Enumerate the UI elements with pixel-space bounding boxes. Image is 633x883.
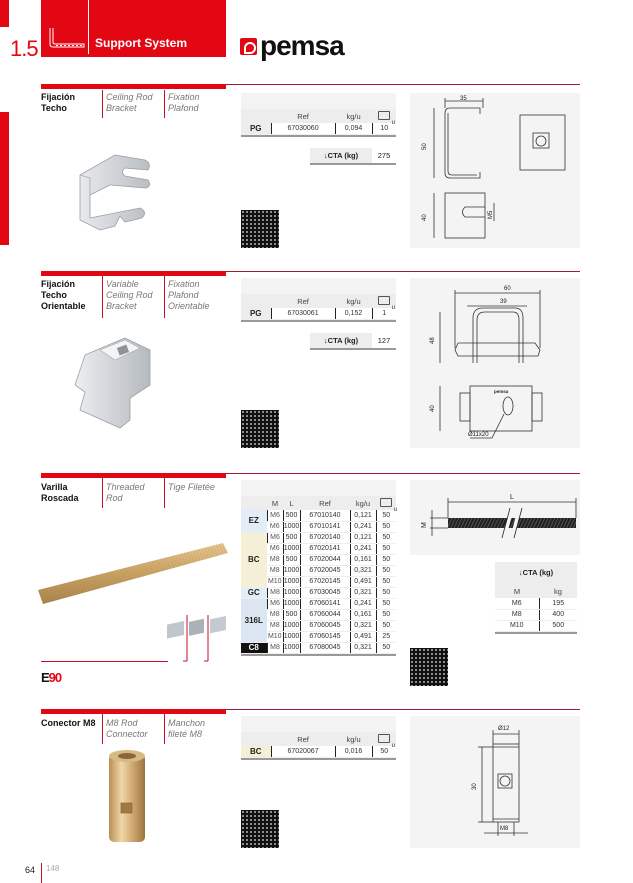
name-line: Tige Filetée [168, 482, 215, 492]
cta-m-cell: M6 [495, 598, 539, 609]
product-name-fr [168, 279, 210, 312]
kg-cell: 0,321 [350, 620, 376, 631]
threaded-rod-image [38, 538, 228, 613]
col-header-blank [241, 496, 267, 510]
product-name-fr [168, 92, 200, 114]
table-row [241, 587, 396, 598]
cta-label: ↓CTA (kg) [310, 148, 372, 164]
divider [41, 661, 168, 662]
l-cell: 500 [283, 609, 300, 620]
cta-m-cell: M10 [495, 620, 539, 631]
qr-code[interactable] [241, 410, 279, 448]
cta-table [310, 333, 396, 350]
kg-cell: 0,121 [350, 510, 376, 521]
col-header-qty [372, 109, 396, 123]
name-line: fileté M8 [168, 729, 203, 739]
col-header-qty [376, 496, 396, 510]
section-line [226, 84, 580, 85]
spec-table [241, 294, 396, 320]
support-rail-icon [48, 28, 86, 50]
finish-code: PG [241, 308, 271, 319]
table-bottom-rule [241, 135, 396, 137]
name-line: Threaded [106, 482, 145, 492]
dim-label: 40 [430, 405, 436, 412]
technical-drawing [410, 93, 580, 248]
m-cell: M10 [267, 578, 282, 585]
qty-cell: 10 [372, 123, 396, 134]
qty-cell: 50 [376, 642, 396, 653]
chapter-number: 1.5 [10, 36, 38, 61]
cta-kg-cell: 500 [539, 620, 577, 631]
cta-load-table [495, 584, 577, 632]
qty-cell: 50 [376, 565, 396, 576]
ref-cell: 67030045 [300, 587, 350, 598]
cta-label-text: CTA (kg) [522, 568, 554, 577]
m-cell: M6 [267, 521, 283, 532]
divider [102, 90, 103, 118]
kg-cell: 0,491 [350, 576, 376, 587]
table-row [241, 308, 396, 319]
table-row [241, 598, 396, 609]
m-cell: M6 [267, 532, 283, 543]
reference-page[interactable]: 148 [46, 864, 60, 873]
drawing-brand-label: pemsa [494, 389, 509, 394]
ceiling-bracket-image [70, 140, 160, 235]
table-row [241, 510, 396, 521]
qty-cell: 50 [376, 532, 396, 543]
finish-code: GC [241, 587, 267, 598]
section-bar [41, 709, 226, 714]
l-cell: 1000 [283, 622, 300, 629]
divider [102, 714, 103, 744]
table-top-band [241, 278, 396, 294]
table-bottom-rule [495, 632, 577, 634]
table-top-band [241, 480, 396, 496]
l-cell: 1000 [283, 644, 300, 651]
dim-label: M8 [500, 826, 509, 832]
finish-code: BC [241, 532, 267, 587]
l-cell: 500 [283, 510, 300, 521]
qty-cell: 50 [376, 609, 396, 620]
product-table [241, 278, 396, 322]
kg-cell: 0,321 [350, 642, 376, 653]
section-bar [41, 473, 226, 478]
col-header-ref: Ref [271, 294, 335, 308]
section-line [226, 709, 580, 710]
product-name-fr [168, 482, 215, 493]
name-line: Roscada [41, 493, 79, 503]
name-line: M8 Rod [106, 718, 138, 728]
finish-code: C8 [241, 642, 267, 653]
dim-label: 40 [422, 214, 428, 221]
dim-label: M5 [488, 210, 494, 219]
qty-cell: 50 [376, 620, 396, 631]
col-header-m: M [267, 496, 283, 510]
table-row [495, 598, 577, 609]
col-header-blank [241, 732, 271, 746]
col-header-ref: Ref [300, 496, 350, 510]
col-header-ref: Ref [271, 109, 335, 123]
col-header-l: L [283, 496, 300, 510]
ref-cell: 67020044 [300, 554, 350, 565]
l-cell: 1000 [283, 523, 300, 530]
section-title: Support System [95, 36, 188, 50]
table-row [241, 642, 396, 653]
col-header-m: M [495, 584, 539, 598]
table-bottom-rule [241, 654, 396, 656]
dim-label: Ø11x20 [468, 432, 489, 438]
m-cell: M8 [267, 620, 283, 631]
qr-code[interactable] [241, 810, 279, 848]
cta-label: ↓CTA (kg) [310, 333, 372, 349]
technical-drawing [410, 716, 580, 848]
name-line: Orientable [168, 301, 210, 311]
m-cell: M8 [267, 565, 283, 576]
product-table [241, 716, 396, 760]
qty-cell: 50 [376, 543, 396, 554]
name-line: Ceiling Rod [106, 290, 153, 300]
ref-cell: 67020045 [300, 565, 350, 576]
col-header-kg: kg [539, 584, 577, 598]
cta-m-cell: M8 [495, 609, 539, 620]
finish-code: BC [241, 746, 271, 757]
col-header-kg: kg/u [350, 496, 376, 510]
technical-drawing [410, 480, 580, 555]
dim-label: Ø12 [498, 726, 510, 732]
col-header-qty [372, 294, 396, 308]
cta-table [310, 148, 396, 165]
m-cell: M8 [267, 587, 283, 598]
name-line: Fijación [41, 279, 76, 289]
kg-cell: 0,121 [350, 532, 376, 543]
qty-cell: 50 [376, 510, 396, 521]
qty-cell: 50 [372, 746, 396, 757]
technical-drawing [410, 278, 580, 448]
ref-cell: 67020140 [300, 532, 350, 543]
ref-cell: 67060044 [300, 609, 350, 620]
qty-cell: 1 [372, 308, 396, 319]
ref-cell: 67060045 [300, 620, 350, 631]
product-name-en [106, 482, 145, 504]
table-row [241, 746, 396, 757]
l-cell: 1000 [283, 567, 300, 574]
qty-cell: 50 [376, 521, 396, 532]
ref-cell: 67020067 [271, 746, 335, 757]
ref-cell: 67020145 [300, 576, 350, 587]
dim-label: 39 [500, 299, 507, 305]
table-top-band [241, 93, 396, 109]
col-header-blank [241, 294, 271, 308]
table-row [495, 609, 577, 620]
variable-bracket-image [70, 330, 165, 435]
col-header-blank [241, 109, 271, 123]
table-bottom-rule [241, 320, 396, 322]
section-line [226, 271, 580, 272]
box-icon [380, 498, 392, 507]
col-header-kg: kg/u [335, 109, 372, 123]
logo-mark-icon [240, 38, 257, 55]
section-line [226, 473, 580, 474]
rod-finish-samples [165, 615, 230, 665]
name-line: Fixation [168, 92, 200, 102]
qr-code[interactable] [241, 210, 279, 248]
kg-cell: 0,321 [350, 587, 376, 598]
name-line: Bracket [106, 301, 137, 311]
dim-label: 30 [472, 783, 478, 790]
dim-label: 48 [430, 337, 436, 344]
product-name-es [41, 279, 86, 312]
name-line: Fijación [41, 92, 76, 102]
m-cell: M10 [267, 633, 282, 640]
name-line: Plafond [168, 290, 199, 300]
product-name-en [106, 718, 148, 740]
dim-label: 50 [422, 143, 428, 150]
table-row [241, 532, 396, 543]
kg-cell: 0,491 [350, 631, 376, 642]
spec-table [241, 496, 396, 654]
kg-cell: 0,241 [350, 521, 376, 532]
kg-cell: 0,241 [350, 543, 376, 554]
fire-rating-badge [41, 670, 61, 685]
ref-cell: 67080045 [300, 642, 350, 653]
divider [164, 90, 165, 118]
qr-code[interactable] [410, 648, 448, 686]
name-line: Plafond [168, 103, 199, 113]
rod-connector-image [105, 748, 150, 848]
l-cell: 1000 [283, 589, 300, 596]
footer-divider [41, 863, 42, 883]
table-row [241, 123, 396, 134]
spec-table [241, 109, 396, 135]
badge-text: E90 [41, 670, 62, 685]
product-name-fr [168, 718, 205, 740]
dim-label: 35 [460, 96, 467, 102]
cta-value: 127 [377, 336, 391, 345]
kg-cell: 0,241 [350, 598, 376, 609]
header-divider [88, 0, 89, 54]
dim-label: 60 [504, 286, 511, 292]
name-line: Ceiling Rod [106, 92, 153, 102]
m-cell: M6 [267, 510, 283, 521]
divider [164, 276, 165, 318]
kg-cell: 0,321 [350, 565, 376, 576]
l-cell: 500 [283, 554, 300, 565]
l-cell: 1000 [283, 545, 300, 552]
brand-name: pemsa [260, 30, 344, 61]
product-name-en [106, 92, 153, 114]
l-cell: 1000 [283, 633, 300, 640]
col-header-kg: kg/u [335, 732, 372, 746]
qty-cell: 50 [376, 554, 396, 565]
name-line: Bracket [106, 103, 137, 113]
divider [102, 478, 103, 508]
m-cell: M6 [267, 543, 283, 554]
name-line: Fixation [168, 279, 200, 289]
name-line: Conector M8 [41, 718, 96, 728]
m-cell: M8 [267, 609, 283, 620]
product-name-es [41, 718, 96, 729]
cta-kg-cell: 400 [539, 609, 577, 620]
box-icon [378, 734, 390, 743]
divider [102, 276, 103, 318]
box-icon [378, 111, 390, 120]
name-line: Connector [106, 729, 148, 739]
ref-cell: 67030060 [271, 123, 335, 134]
name-line: Rod [106, 493, 123, 503]
qty-cell: 50 [376, 598, 396, 609]
kg-cell: 0,152 [335, 308, 372, 319]
m-cell: M6 [267, 598, 283, 609]
cta-label-text: CTA (kg) [327, 151, 359, 160]
name-line: Techo [41, 290, 67, 300]
product-name-es [41, 92, 75, 114]
table-top-band [241, 716, 396, 732]
dim-label: M [421, 522, 428, 528]
product-table [241, 480, 396, 656]
ref-cell: 67030061 [271, 308, 335, 319]
spec-table [241, 732, 396, 758]
name-line: Manchon [168, 718, 206, 728]
col-header-kg: kg/u [335, 294, 372, 308]
name-line: Orientable [41, 301, 86, 311]
product-name-es [41, 482, 79, 504]
ref-cell: 67020141 [300, 543, 350, 554]
l-cell: 1000 [283, 600, 300, 607]
kg-cell: 0,161 [350, 554, 376, 565]
brand-logo [240, 30, 344, 61]
finish-code: PG [241, 123, 271, 134]
finish-code: EZ [241, 510, 267, 532]
qty-cell: 50 [376, 576, 396, 587]
section-bar [41, 271, 226, 276]
cta-table [495, 562, 577, 634]
ref-cell: 67060145 [300, 631, 350, 642]
table-bottom-rule [241, 758, 396, 760]
m-cell: M8 [267, 642, 283, 653]
ref-cell: 67010140 [300, 510, 350, 521]
col-header-qty [372, 732, 396, 746]
product-name-en [106, 279, 153, 312]
l-cell: 500 [283, 532, 300, 543]
qty-cell: 50 [376, 587, 396, 598]
box-icon [378, 296, 390, 305]
dim-label: L [510, 494, 514, 501]
col-header-ref: Ref [271, 732, 335, 746]
kg-cell: 0,016 [335, 746, 372, 757]
kg-cell: 0,161 [350, 609, 376, 620]
page-number: 64 [25, 865, 36, 875]
section-bar [41, 84, 226, 89]
qty-cell: 25 [376, 631, 396, 642]
ref-cell: 67010141 [300, 521, 350, 532]
cta-value: 275 [377, 151, 391, 160]
name-line: Variable [106, 279, 139, 289]
product-table [241, 93, 396, 137]
cta-kg-cell: 195 [539, 598, 577, 609]
name-line: Varilla [41, 482, 68, 492]
kg-cell: 0,094 [335, 123, 372, 134]
cta-label-text: CTA (kg) [327, 336, 359, 345]
side-accent-gap [0, 27, 9, 112]
ref-cell: 67060141 [300, 598, 350, 609]
table-row [495, 620, 577, 631]
m-cell: M8 [267, 554, 283, 565]
divider [164, 714, 165, 744]
finish-code: 316L [241, 598, 267, 642]
l-cell: 1000 [283, 578, 300, 585]
cta-header: ↓CTA (kg) [495, 562, 577, 584]
divider [164, 478, 165, 508]
name-line: Techo [41, 103, 67, 113]
